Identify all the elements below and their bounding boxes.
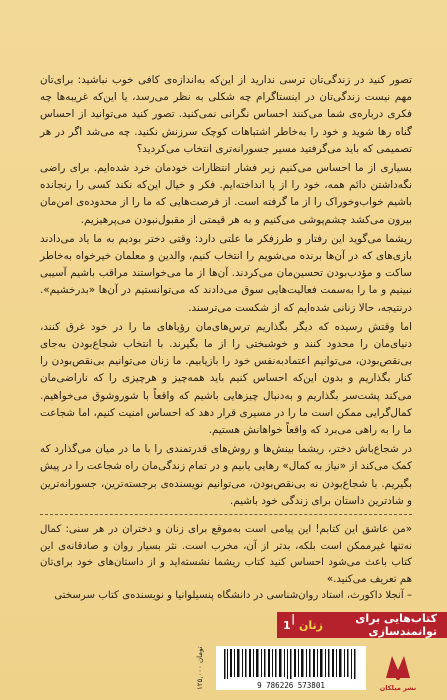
blurb-paragraph: در شجاع‌باش دختر، ریشما بینش‌ها و روش‌های قدرتمندی را با ما در میان می‌گذارد که کمک می‌کند از «نیاز به کمال» رهایی یابیم و در تمام زندگی‌مان راه شجاعت را در پیش بگیریم. با شجاع‌بودن نه بی‌نقص‌بودن، می‌توانیم نویسنده‌ی برجسته‌ترین، جسورانه‌ترین و شادترین داستان برای زندگی خود باشیم.	[40, 443, 412, 507]
divider	[40, 514, 412, 515]
blurb-paragraph: تصور کنید در زندگی‌تان ترسی ندارید از این‌که به‌اندازه‌ی کافی خوب نباشید: برای‌تان مهم نیست زندگی‌تان در اینستاگرام چه شکلی به نظر می‌رسد، یا این‌که غریبه‌ها چه فکری درباره‌ی شما می‌کنند احساس نگرانی نمی‌کنید. تصور کنید می‌توانید از احساس گناه رها شوید و خود را به‌خاطر اشتباهات کوچک سرزنش نکنید. چه می‌شد اگر در هر تصمیمی که باید می‌گرفتید مسیر جسورانه‌تری انتخاب می‌کردید؟	[40, 74, 412, 155]
series-number: 1	[283, 618, 291, 632]
series-highlight: زنان	[299, 618, 323, 632]
blurb-paragraph: بسیاری از ما احساس می‌کنیم زیر فشار انتظارات خودمان خرد شده‌ایم. برای راضی نگه‌داشتن دائم همه، خود را از پا انداخته‌ایم. فکر و خیال این‌که نکند کسی را رنجانده باشیم خواب‌وخوراک را از ما گرفته است. از فرصت‌هایی که ما را از محدوده‌ی امن‌مان بیرون می‌کشد چشم‌پوشی می‌کنیم و به هر قیمتی از مقبول‌نبودن می‌پرهیزیم.	[40, 162, 412, 226]
blurb-paragraph: ریشما می‌گوید این رفتار و طرزفکر ما علتی دارد: وقتی دختر بودیم به ما یاد می‌دادند بازی‌های که در آن‌ها برنده می‌شویم را انتخاب کنیم، والدین و معلمان خیرخواه به‌خاطر ساکت و مؤدب‌بودن تحسین‌مان می‌کردند. آن‌ها از ما می‌خواستند مراقب باشیم آسیبی نبینیم و ما را به‌سمت فعالیت‌هایی سوق می‌دادند که می‌توانستیم در آن‌ها «بدرخشیم». درنتیجه، حالا زنانی شده‌ایم که از شکست می‌ترسند.	[40, 232, 412, 314]
blurb-paragraph: اما وقتش رسیده که دیگر بگذاریم ترس‌های‌مان رؤیاهای ما را در خود غرق کنند، دنیای‌مان را محدود کنند و خوشبختی را از ما بگیرند. با انتخاب شجاع‌بودن به‌جای بی‌نقص‌بودن، می‌توانیم اعتمادبه‌نفس خود را بازیابیم. ما زنان می‌توانیم بی‌نقص‌بودن را کنار بگذاریم و بدون این‌که احساس کنیم باید همه‌چیز و هرچیزی را که ناراضی‌مان می‌کند پشت‌سر بگذاریم و به‌دنبال چیزهایی باشیم که واقعاً با شوروشوق می‌خواهیم. کمال‌گرایی ممکن است ما را در مسیری قرار دهد که احساس امنیت کنیم، اما شجاعت ما را به راهی می‌برد که واقعاً خواهانش هستیم.	[40, 320, 412, 437]
quote-attribution: – آنجلا داکورث، استاد روان‌شناسی در دانشگاه پنسیلوانیا و نویسنده‌ی کتاب سرسختی	[54, 590, 412, 602]
publisher-logo-icon	[378, 648, 418, 682]
price-label: ۱۲۵,۰۰۰ تومان	[196, 646, 204, 690]
publisher-logo	[378, 648, 418, 692]
publisher-name: نشر میلکان	[379, 684, 417, 692]
endorsement-quote	[40, 522, 412, 605]
barcode	[216, 646, 366, 690]
series-prefix: کتاب‌هایی برای توانمندسازی	[355, 612, 437, 638]
barcode-digits: 9 786226 573801	[257, 681, 325, 690]
quote-text: «من عاشق این کتابم! این پیامی است به‌موقع برای زنان و دختران در هر سنی: کمال نه‌تنها غیرممکن است بلکه، بدتر از آن، مخرب است. نثر بسیار روان و صادقانه‌ی این کتاب باعث می‌شود احساس کنید کتاب ریشما نشسته‌اید و از داستان‌های خود برای‌تان هم تعریف می‌کنید.»	[40, 524, 412, 585]
barcode-bars	[216, 646, 366, 680]
series-banner: کتاب‌هایی برای توانمندسازی زنان | 1	[277, 612, 447, 638]
blurb-body	[40, 72, 412, 512]
